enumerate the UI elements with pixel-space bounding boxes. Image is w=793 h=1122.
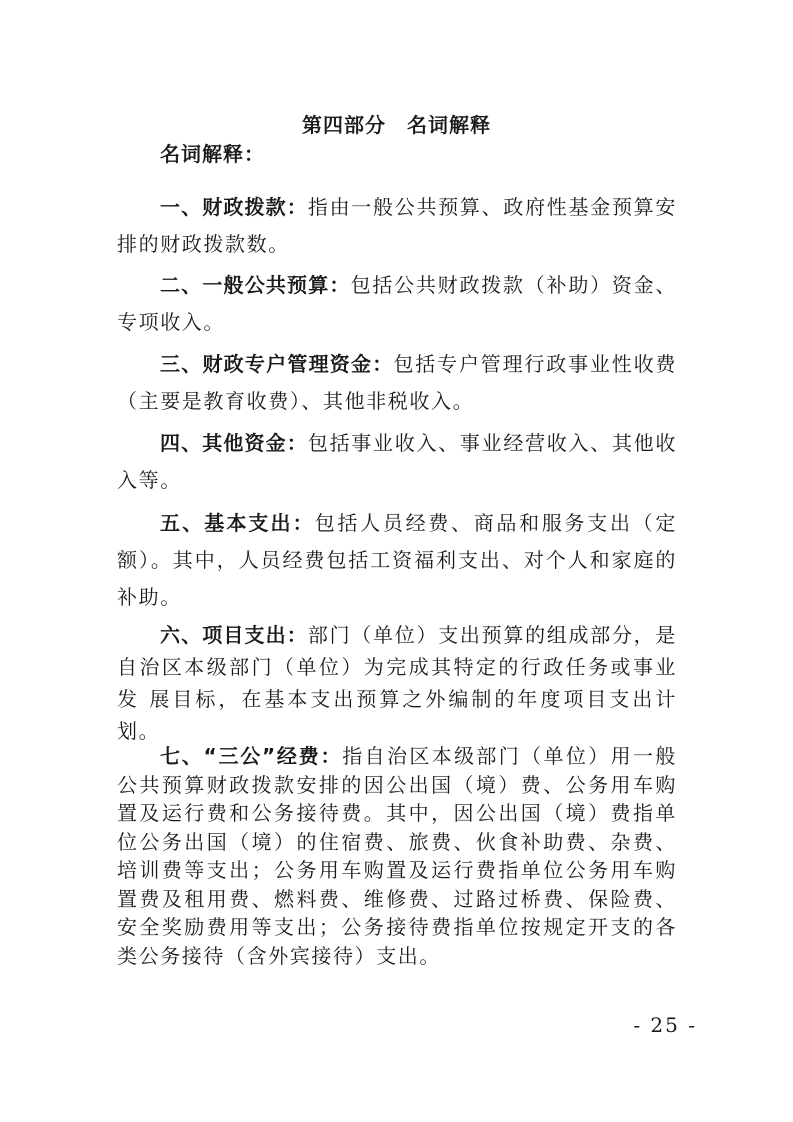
page-title: 第四部分 名词解释 [302, 113, 491, 137]
definition-term: 五、基本支出： [160, 511, 315, 535]
definition-term: 七、“三公”经费： [160, 744, 343, 768]
definition-text: 包括事业收入、事业经营收入、其他收入等。 [117, 431, 678, 492]
definition-text: 指自治区本级部门（单位）用一般公共预算财政拨款安排的因公出国（境）费、公务用车购置及运行费和公务接待费。其中，因公出国（境）费指单位公务出国（境）的住宿费、旅费、伙食补助费、杂费、培训费等支出；公务用车购置及运行费指单位公务用车购置费及租用费、燃料费、维修费、过路过桥费、保险费、安全奖励费用等支出；公务接待费指单位按规定开支的各类公务接待（含外宾接待）支出。 [117, 744, 677, 968]
definition-term: 四、其他资金： [160, 431, 308, 455]
definition-paragraph [117, 425, 677, 499]
definition-term: 二、一般公共预算： [160, 273, 351, 297]
definition-paragraph [117, 619, 677, 747]
section-subtitle: 名词解释： [160, 142, 265, 166]
definition-paragraph [117, 505, 677, 616]
definition-text: 部门（单位）支出预算的组成部分，是自治区本级部门（单位）为完成其特定的行政任务或事业发 展目标，在基本支出预算之外编制的年度项目支出计划。 [117, 623, 678, 743]
definition-paragraph [117, 267, 677, 341]
definition-paragraph [117, 742, 677, 970]
definition-term: 三、财政专户管理资金： [160, 352, 394, 376]
definition-term: 六、项目支出： [160, 623, 308, 647]
page-number: - 25 - [633, 1013, 697, 1037]
definition-paragraph [117, 346, 677, 420]
definition-text: 包括人员经费、商品和服务支出（定额）。其中，人员经费包括工资福利支出、对个人和家庭的补助。 [117, 511, 677, 609]
definition-text: 包括专户管理行政事业性收费（主要是教育收费）、其他非税收入。 [117, 352, 677, 413]
definition-text: 指由一般公共预算、政府性基金预算安排的财政拨款数。 [117, 195, 678, 256]
definition-paragraph [117, 189, 677, 263]
definition-term: 一、财政拨款： [160, 195, 308, 219]
definition-text: 包括公共财政拨款（补助）资金、专项收入。 [117, 273, 678, 334]
